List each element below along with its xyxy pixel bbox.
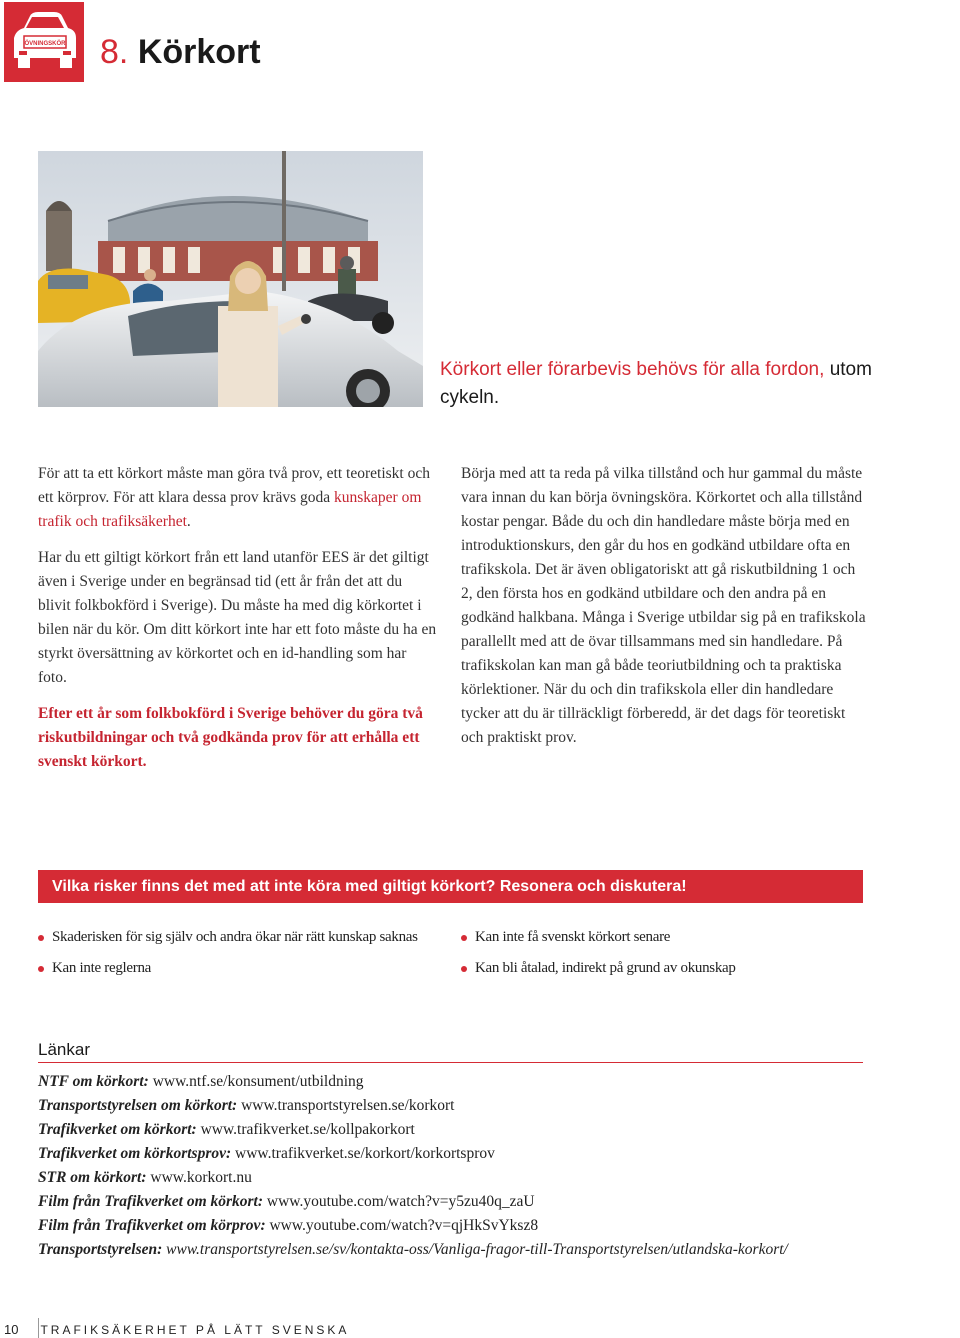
left-p1-end: . <box>186 513 191 530</box>
photo-caption <box>440 356 880 412</box>
link-label: Transportstyrelsen: <box>38 1241 163 1258</box>
logo-sign-text: ÖVNINGSKÖR <box>24 41 66 47</box>
bullet-text: Skaderisken för sig själv och andra ökar när rätt kunskap saknas <box>52 929 418 945</box>
bullet-dot-icon <box>461 935 467 941</box>
chapter-photo <box>38 151 423 407</box>
links-heading: Länkar <box>38 1039 863 1063</box>
page-number: 10 <box>4 1322 19 1337</box>
link-item-film-korkort <box>38 1190 788 1214</box>
page-footer <box>4 1322 349 1338</box>
bullet-list-right <box>461 922 736 984</box>
link-url[interactable]: www.youtube.com/watch?v=y5zu40q_zaU <box>266 1193 535 1210</box>
bullet-dot-icon <box>38 966 44 972</box>
left-paragraph-2: Har du ett giltigt körkort från ett land utanför EES är det giltigt även i Sverige under en begränsad tid (ett år från det att du blivit folkbokförd i Sverige). Du måste ha med dig körkortet i bilen när du kör. Om ditt körkort inte har ett foto måste du ha en styrkt översättning av körkortet och en id-handling som har foto. <box>38 549 437 686</box>
left-paragraph-3: Efter ett år som folkbokförd i Sverige behöver du göra två riskutbildningar och två godkända prov för att erhålla ett svenskt körkort. <box>38 705 423 770</box>
link-label: STR om körkort: <box>38 1169 147 1186</box>
link-url[interactable]: www.trafikverket.se/korkort/korkortsprov <box>235 1145 495 1162</box>
list-item <box>461 953 736 984</box>
bullet-text: Kan inte reglerna <box>52 960 152 976</box>
link-item-str <box>38 1166 788 1190</box>
chapter-title-text: Körkort <box>137 33 261 71</box>
chapter-number: 8. <box>100 33 129 71</box>
right-paragraph-1: Börja med att ta reda på vilka tillstånd och hur gammal du måste vara innan du kan börja övningsköra. Körkortet och alla tillstånd kostar pengar. Både du och din handledare måste börja med en introduktionskurs, den går du hos en godkänd utbildare ofta en trafikskola. Det är även obligatoriskt att gå riskutbildning 1 och 2, den första hos en godkänd utbildare och den andra på en godkänd halkbana. Många i Sverige utbildar sig på en trafikskola parallellt med att de övar tillsammans med sin handledare. På trafikskolan kan man gå både teoriutbildning och ta praktiska körlektioner. När du och din trafikskola eller din handledare tycker att du är tillräckligt förberedd, är det dags för teoretiskt och praktiskt prov. <box>461 465 866 746</box>
link-item-trafikverket <box>38 1118 788 1142</box>
bullet-text: Kan inte få svenskt körkort senare <box>475 929 671 945</box>
link-label: Trafikverket om körkort: <box>38 1121 197 1138</box>
link-label: Transportstyrelsen om körkort: <box>38 1097 238 1114</box>
links-list <box>38 1070 788 1262</box>
right-text-column <box>461 462 866 762</box>
list-item <box>38 922 418 953</box>
link-url[interactable]: www.youtube.com/watch?v=qjHkSvYksz8 <box>269 1217 539 1234</box>
left-p1-text: För att ta ett körkort måste man göra två prov, ett teoretiskt och ett körprov. För att klara dessa prov krävs goda <box>38 465 430 506</box>
link-url[interactable]: www.korkort.nu <box>150 1169 252 1186</box>
link-item-film-korprov <box>38 1214 788 1238</box>
list-item <box>38 953 418 984</box>
left-paragraph-1 <box>38 462 438 534</box>
link-url[interactable]: www.ntf.se/konsument/utbildning <box>152 1073 364 1090</box>
link-item-utlandska-korkort <box>38 1238 788 1262</box>
link-item-transportstyrelsen <box>38 1094 788 1118</box>
link-label: Film från Trafikverket om körkort: <box>38 1193 264 1210</box>
link-label: Trafikverket om körkortsprov: <box>38 1145 232 1162</box>
discussion-question-banner: Vilka risker finns det med att inte köra med giltigt körkort? Resonera och diskutera! <box>38 870 863 903</box>
left-p1-highlight: kunskaper om trafik och trafiksäkerhet <box>38 489 422 530</box>
left-text-column <box>38 462 438 786</box>
link-url[interactable]: www.transportstyrelsen.se/korkort <box>241 1097 455 1114</box>
caption-red-text: Körkort eller förarbevis behövs för alla fordon, <box>440 359 825 380</box>
link-url[interactable]: www.transportstyrelsen.se/sv/kontakta-oss/Vanliga-fragor-till-Transportstyrelsen/utlandska-korkort/ <box>166 1241 788 1258</box>
link-label: NTF om körkort: <box>38 1073 149 1090</box>
link-url[interactable]: www.trafikverket.se/kollpakorkort <box>200 1121 415 1138</box>
bullet-dot-icon <box>461 966 467 972</box>
link-item-ntf <box>38 1070 788 1094</box>
link-label: Film från Trafikverket om körprov: <box>38 1217 266 1234</box>
publication-title: TRAFIKSÄKERHET PÅ LÄTT SVENSKA <box>40 1323 350 1337</box>
link-item-trafikverket-prov <box>38 1142 788 1166</box>
chapter-logo-car-icon <box>4 2 84 82</box>
bullet-text: Kan bli åtalad, indirekt på grund av okunskap <box>475 960 736 976</box>
bullet-list-left <box>38 922 418 984</box>
bullet-dot-icon <box>38 935 44 941</box>
caption-black-text: utom cykeln. <box>440 359 872 408</box>
list-item <box>461 922 736 953</box>
chapter-title <box>100 28 261 76</box>
